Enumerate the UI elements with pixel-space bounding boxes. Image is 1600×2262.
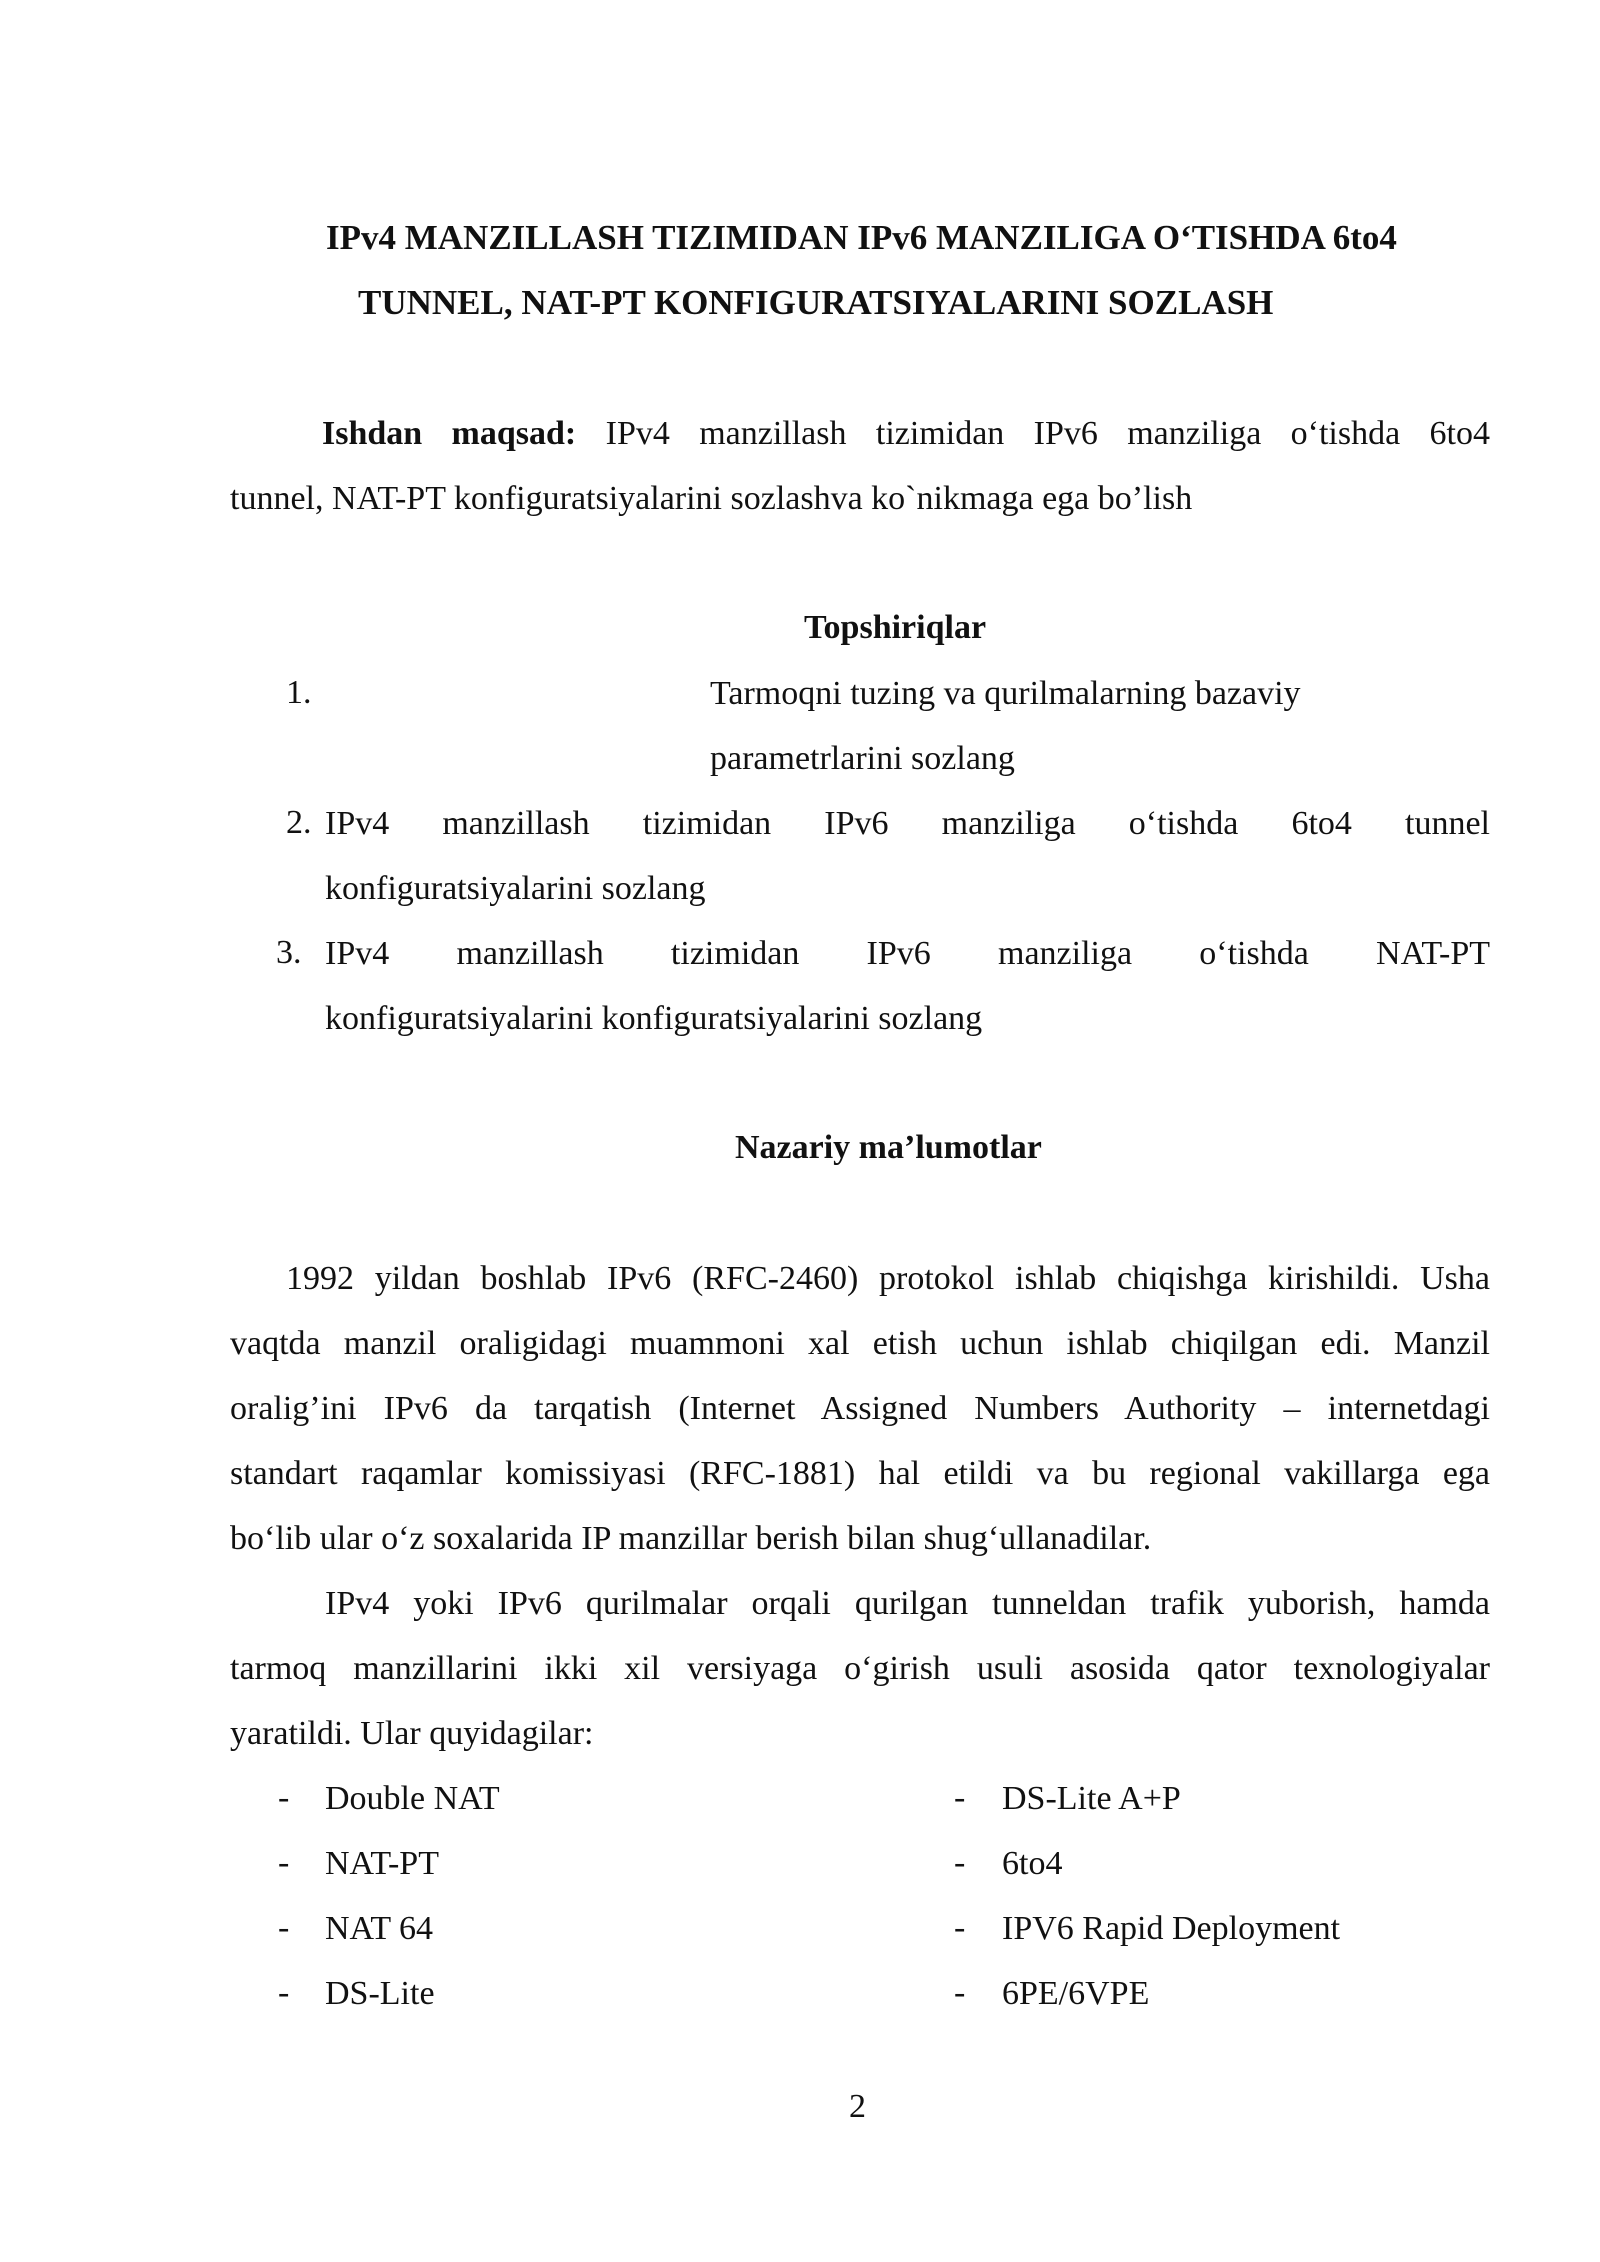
list-right-dash-2: -	[954, 1844, 966, 1881]
theory-para1-line-4: standart raqamlar komissiyasi (RFC-1881) hal etildi va bu regional vakillarga ega	[230, 1455, 1490, 1492]
list-right-item-2: 6to4	[1002, 1845, 1063, 1882]
task-2-line-1: IPv4 manzillash tizimidan IPv6 manziliga o‘tishda 6to4 tunnel	[325, 805, 1490, 842]
tasks-heading: Topshiriqlar	[804, 609, 987, 646]
list-right-item-4: 6PE/6VPE	[1002, 1975, 1150, 2012]
theory-para2-line-2: tarmoq manzillarini ikki xil versiyaga o‘girish usuli asosida qator texnologiyalar	[230, 1650, 1490, 1687]
theory-para2-line-3: yaratildi. Ular quyidagilar:	[230, 1715, 594, 1752]
document-title-line-1: IPv4 MANZILLASH TIZIMIDAN IPv6 MANZILIGA O‘TISHDA 6to4	[326, 218, 1397, 257]
theory-heading: Nazariy ma’lumotlar	[735, 1129, 1042, 1166]
page-number: 2	[849, 2088, 866, 2125]
list-left-item-3: NAT 64	[325, 1910, 433, 1947]
purpose-line-2: tunnel, NAT-PT konfiguratsiyalarini sozlashva ko`nikmaga ega bo’lish	[230, 480, 1193, 517]
purpose-label: Ishdan maqsad:	[322, 415, 577, 452]
purpose-text: IPv4 manzillash tizimidan IPv6 manziliga o‘tishda 6to4	[605, 415, 1490, 452]
task-2-number: 2.	[286, 804, 312, 841]
list-left-item-2: NAT-PT	[325, 1845, 439, 1882]
task-3-line-2: konfiguratsiyalarini konfiguratsiyalarini sozlang	[325, 1000, 983, 1037]
list-left-dash-1: -	[278, 1779, 290, 1816]
list-right-dash-1: -	[954, 1779, 966, 1816]
list-right-item-1: DS-Lite A+P	[1002, 1780, 1181, 1817]
list-left-item-1: Double NAT	[325, 1780, 500, 1817]
list-right-dash-3: -	[954, 1909, 966, 1946]
task-3-line-1: IPv4 manzillash tizimidan IPv6 manziliga o‘tishda NAT-PT	[325, 935, 1490, 972]
task-1-line-1: Tarmoqni tuzing va qurilmalarning bazaviy	[710, 675, 1301, 712]
list-left-dash-3: -	[278, 1909, 290, 1946]
theory-para1-line-2: vaqtda manzil oraligidagi muammoni xal etish uchun ishlab chiqilgan edi. Manzil	[230, 1325, 1490, 1362]
document-title-line-2: TUNNEL, NAT-PT KONFIGURATSIYALARINI SOZLASH	[358, 283, 1274, 322]
list-left-dash-4: -	[278, 1974, 290, 2011]
task-2-line-2: konfiguratsiyalarini sozlang	[325, 870, 706, 907]
theory-para1-line-5: bo‘lib ular o‘z soxalarida IP manzillar berish bilan shug‘ullanadilar.	[230, 1520, 1152, 1557]
list-left-item-4: DS-Lite	[325, 1975, 435, 2012]
list-right-item-3: IPV6 Rapid Deployment	[1002, 1910, 1341, 1947]
task-1-line-2: parametrlarini sozlang	[710, 740, 1015, 777]
purpose-line-1	[322, 414, 1490, 454]
list-left-dash-2: -	[278, 1844, 290, 1881]
task-1-number: 1.	[286, 674, 312, 711]
list-right-dash-4: -	[954, 1974, 966, 2011]
theory-para2-line-1: IPv4 yoki IPv6 qurilmalar orqali qurilgan tunneldan trafik yuborish, hamda	[325, 1585, 1490, 1622]
theory-para1-line-1: 1992 yildan boshlab IPv6 (RFC-2460) protokol ishlab chiqishga kirishildi. Usha	[286, 1260, 1490, 1297]
theory-para1-line-3: oralig’ini IPv6 da tarqatish (Internet Assigned Numbers Authority – internetdagi	[230, 1390, 1490, 1427]
task-3-number: 3.	[276, 934, 302, 971]
